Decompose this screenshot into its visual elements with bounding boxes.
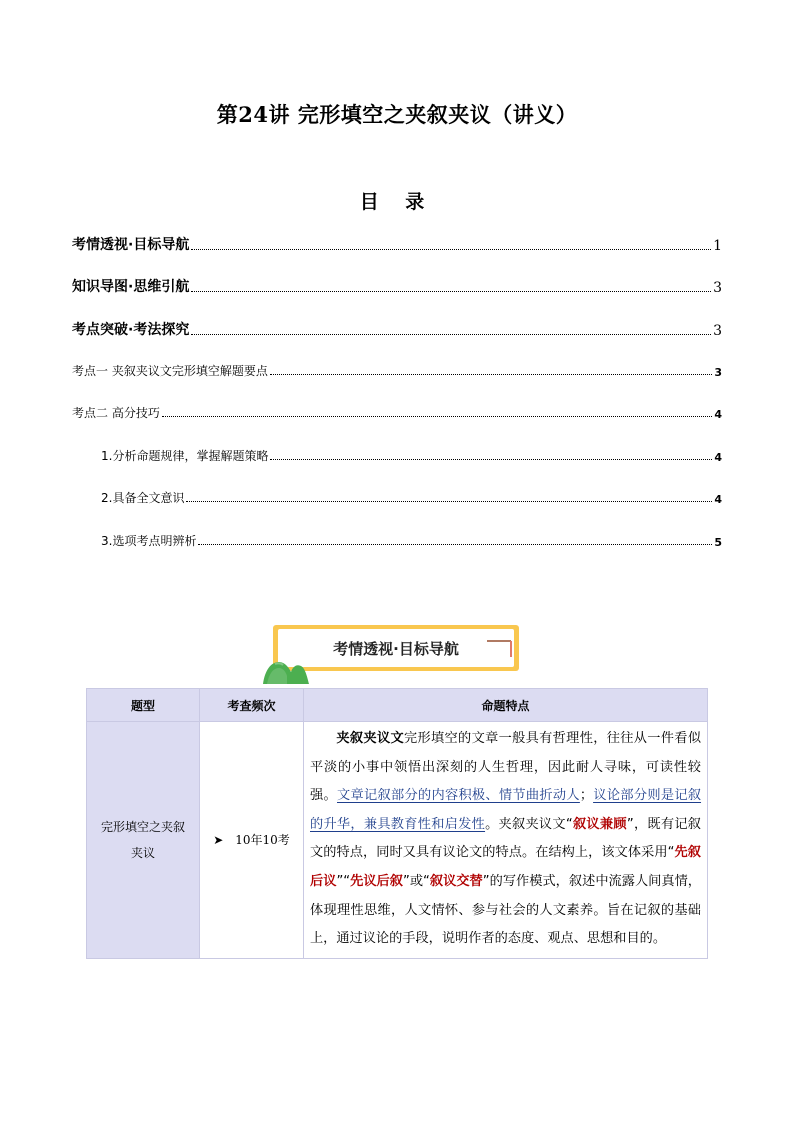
hills-icon xyxy=(263,650,309,684)
toc-entry-page: 1 xyxy=(713,238,722,254)
features-text: ”或“ xyxy=(402,873,430,889)
toc-entry-page: 3 xyxy=(713,323,722,339)
features-text: ”，既有记叙文的特点，同时又具有议论文的特点。在结构上，该文体采用“ xyxy=(310,816,701,861)
toc-entry-page: 3 xyxy=(714,366,722,379)
table-row xyxy=(87,722,708,959)
toc-entry-label: 知识导图·思维引航 xyxy=(72,279,190,295)
banner-inner xyxy=(278,629,514,667)
toc-entry-page: 4 xyxy=(714,451,722,464)
toc-entry-page: 4 xyxy=(714,493,722,506)
toc-entry-label: 3.选项考点明辨析 xyxy=(101,534,197,548)
exam-info-table xyxy=(86,688,708,959)
toc-entry-label: 考点一 夹叙夹议文完形填空解题要点 xyxy=(72,364,268,378)
toc-leader xyxy=(191,290,711,292)
toc-entry[interactable] xyxy=(72,362,722,379)
toc-entry[interactable] xyxy=(72,404,722,421)
toc-entry-label: 2.具备全文意识 xyxy=(101,491,185,505)
toc-leader xyxy=(270,373,713,375)
toc-heading: 目 录 xyxy=(359,191,435,213)
toc-entry-label: 考情透视·目标导航 xyxy=(72,237,190,253)
header-question-type: 题型 xyxy=(87,689,200,722)
features-text: ”“ xyxy=(336,873,351,889)
toc-entry[interactable] xyxy=(101,447,722,464)
toc-entry[interactable] xyxy=(101,489,722,506)
toc-entry-page: 4 xyxy=(714,408,722,421)
features-cell xyxy=(304,722,708,959)
features-emphasis: 叙议交替 xyxy=(429,873,483,889)
features-text: ”的写作模式，叙述中流露人间真情，体现理性思维，人文情怀、参与社会的人文素养。旨在记叙的基础上，通过议论的手段，说明作者的态度、观点、思想和目的。 xyxy=(310,873,701,947)
toc-leader xyxy=(270,458,712,460)
frequency-value: 10年10考 xyxy=(235,833,290,848)
toc-leader xyxy=(191,333,711,335)
toc-entry-page: 5 xyxy=(714,536,722,549)
toc-leader xyxy=(186,500,712,502)
toc-entry-label: 考点二 高分技巧 xyxy=(72,406,160,420)
features-emphasis: 先叙后议 xyxy=(310,845,701,889)
toc-entry-label: 考点突破·考法探究 xyxy=(72,322,190,338)
features-emphasis: 叙议兼顾 xyxy=(572,816,627,832)
features-highlight: 议论部分则是记叙的升华，兼具教育性和启发性 xyxy=(310,788,702,832)
toc-entry-label: 1.分析命题规律，掌握解题策略 xyxy=(101,449,269,463)
header-frequency: 考查频次 xyxy=(200,689,304,722)
document-title: 第24讲 完形填空之夹叙夹议（讲义） xyxy=(216,102,578,127)
toc-entry[interactable] xyxy=(72,276,722,296)
toc-entry[interactable] xyxy=(101,532,722,549)
features-emphasis: 先议后叙 xyxy=(350,873,403,889)
frequency-cell xyxy=(200,722,304,959)
features-bold-term: 夹叙夹议文 xyxy=(336,731,404,746)
features-highlight: 文章记叙部分的内容积极、情节曲折动人 xyxy=(337,788,580,804)
toc-entry[interactable] xyxy=(72,234,722,254)
header-features: 命题特点 xyxy=(304,689,708,722)
features-text: 完形填空的文章一般具有哲理性，往往从一件看似平淡的小事中领悟出深刻的人生哲理，因此耐人寻味，可读性较强。 xyxy=(310,731,702,804)
section-banner xyxy=(263,620,525,682)
table-header-row xyxy=(87,689,708,722)
features-paragraph xyxy=(310,725,701,954)
features-text: ； xyxy=(579,788,594,804)
toc-leader xyxy=(162,415,713,417)
question-type-cell: 完形填空之夹叙夹议 xyxy=(87,722,200,959)
arrow-bullet-icon: ➤ xyxy=(213,833,224,848)
features-text: 。夹叙夹议文“ xyxy=(485,816,573,832)
banner-frame xyxy=(273,625,519,671)
banner-title: 考情透视·目标导航 xyxy=(333,640,459,658)
toc-entry-page: 3 xyxy=(713,280,722,296)
toc-leader xyxy=(191,248,711,250)
toc-entry[interactable] xyxy=(72,319,722,339)
toc-leader xyxy=(198,543,712,545)
banner-corner-decoration-icon xyxy=(485,639,515,659)
